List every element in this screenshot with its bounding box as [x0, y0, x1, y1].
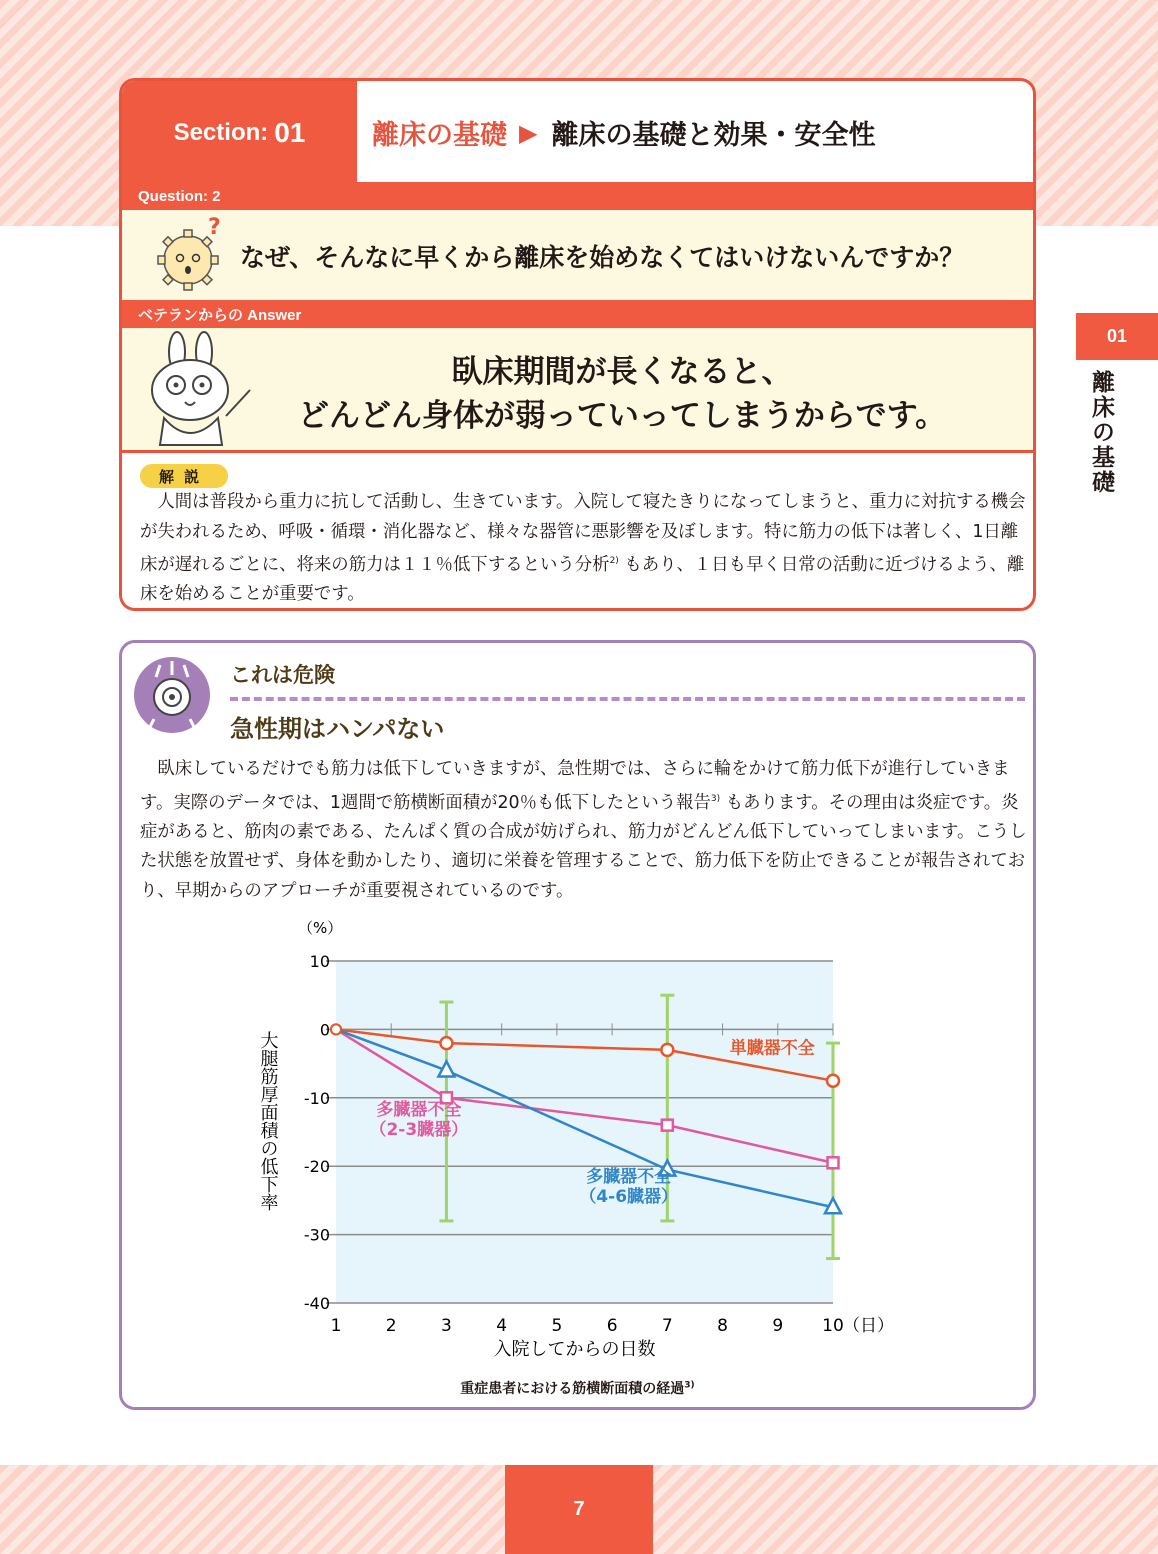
side-tab-label: 離床の基礎 [1088, 370, 1114, 495]
muscle-area-chart [122, 643, 1033, 1373]
question-text: なぜ、そんなに早くから離床を始めなくてはいけないんですか？ [240, 243, 965, 272]
chart-y-tick-label: -10 [303, 1088, 330, 1108]
chart-x-tick-label: 4 [496, 1316, 508, 1336]
side-tab-number: 01 [1076, 313, 1158, 360]
chart-point [440, 1037, 452, 1049]
danger-subtitle: 急性期はハンパない [230, 715, 445, 743]
chart-y-tick-label: -30 [303, 1225, 330, 1245]
topic-category: 離床の基礎 [372, 120, 507, 151]
chart-x-tick-label: 7 [661, 1316, 673, 1336]
chart-point [661, 1044, 673, 1056]
chart-x-axis-label: 入院してからの日数 [493, 1339, 656, 1360]
rabbit-teacher-icon [142, 330, 262, 448]
chart-caption-text: 重症患者における筋横断面積の経過 [460, 1381, 685, 1397]
chart-y-axis-label: 大腿筋厚面積の低下率 [257, 1031, 279, 1211]
question-label: Question: 2 [138, 187, 221, 205]
chart-x-tick-label: 2 [385, 1316, 397, 1336]
chart-point [662, 1120, 673, 1131]
chart-point [828, 1157, 839, 1168]
chart-caption-reference: 3) [684, 1380, 695, 1391]
chart-y-tick-label: 0 [319, 1020, 330, 1040]
chart-x-tick-label: 8 [717, 1316, 728, 1336]
chart-x-tick-label: 5 [551, 1316, 563, 1336]
answer-row [122, 328, 1033, 453]
kaisetsu-reference: 2) [609, 556, 619, 566]
chart-y-tick-label: -20 [303, 1157, 330, 1177]
danger-card [119, 640, 1036, 1410]
chart-series-label: 多臓器不全 [376, 1099, 462, 1120]
kaisetsu-text-main: 人間は普段から重力に抗して活動し、生きています。入院して寝たきりになってしまうと、重力に対抗する機会が失われるため、呼吸・循環・消化器など、様々な器管に悪影響を及ぼします。特に筋力の低下は著しく、1日離床が遅れるごとに、将来の筋力は１１％低下するという分析 [140, 492, 1026, 575]
kaisetsu-text [140, 488, 1026, 610]
section-badge [122, 81, 357, 184]
kaisetsu-badge: 解説 [140, 464, 228, 488]
chart-x-tick-label: 10 [822, 1316, 844, 1336]
topic-title: 離床の基礎と効果・安全性 [551, 120, 876, 151]
chart-point [827, 1075, 839, 1087]
danger-body-part1: 臥床しているだけでも筋力は低下していきますが、急性期では、さらに輪をかけて筋力低下が進行していきます。実際のデータでは、1週間で筋横断面積が20％も低下したという報告 [140, 759, 1010, 813]
chart-caption [122, 1378, 1033, 1398]
gear-character-icon [150, 214, 230, 294]
page-number: 7 [505, 1465, 653, 1554]
answer-line-2: どんどん身体が弱っていってしまうからです。 [297, 398, 947, 434]
chart-y-tick-label: 10 [309, 952, 330, 971]
answer-text [272, 350, 972, 438]
chart-series-label: 単臓器不全 [729, 1038, 815, 1059]
chart-point-start [331, 1024, 341, 1034]
topic-heading [372, 81, 875, 184]
chart-series-label: 多臓器不全 [586, 1166, 672, 1187]
svg-text:?: ? [208, 215, 221, 240]
danger-body-reference: 3) [710, 793, 721, 804]
answer-label: ベテランからの Answer [138, 306, 302, 324]
section-number: 01 [274, 116, 306, 148]
chart-x-tick-label: 9 [772, 1316, 784, 1336]
danger-body-part2: もあります。その理由は炎症です。炎症があると、筋肉の素である、たんぱく質の合成が妨げられ、筋力がどんどん低下していってしまいます。こうした状態を放置せず、身体を動かしたり、適切に栄養を管理することで、筋力低下を防止できることが報告されており、早期からのアプローチが重要視されているのです。 [140, 792, 1027, 901]
chart-y-tick-label: -40 [303, 1294, 330, 1313]
qa-card [119, 78, 1036, 611]
chart-y-unit: （%） [298, 919, 343, 937]
question-label-bar [122, 182, 1033, 210]
section-label: Section: [173, 118, 269, 146]
chart-series-label: （4-6臓器） [579, 1186, 679, 1207]
question-row [122, 210, 1033, 300]
chart-x-tick-label: 1 [330, 1316, 342, 1336]
chart-series-label: （2-3臓器） [369, 1119, 469, 1140]
danger-title: これは危険 [230, 663, 335, 687]
chart-x-tick-label: 3 [441, 1316, 452, 1336]
chart-x-tick-label: 6 [606, 1316, 618, 1336]
answer-line-1: 臥床期間が長くなると、 [451, 354, 793, 390]
chart-x-unit: （日） [843, 1316, 894, 1336]
answer-label-bar [122, 300, 1033, 328]
kaisetsu-text-tail: もあり、１日も早く日常の活動に近づけるよう、離床を始めることが重要です。 [140, 554, 1025, 605]
topic-arrow: ▶ [519, 118, 538, 147]
